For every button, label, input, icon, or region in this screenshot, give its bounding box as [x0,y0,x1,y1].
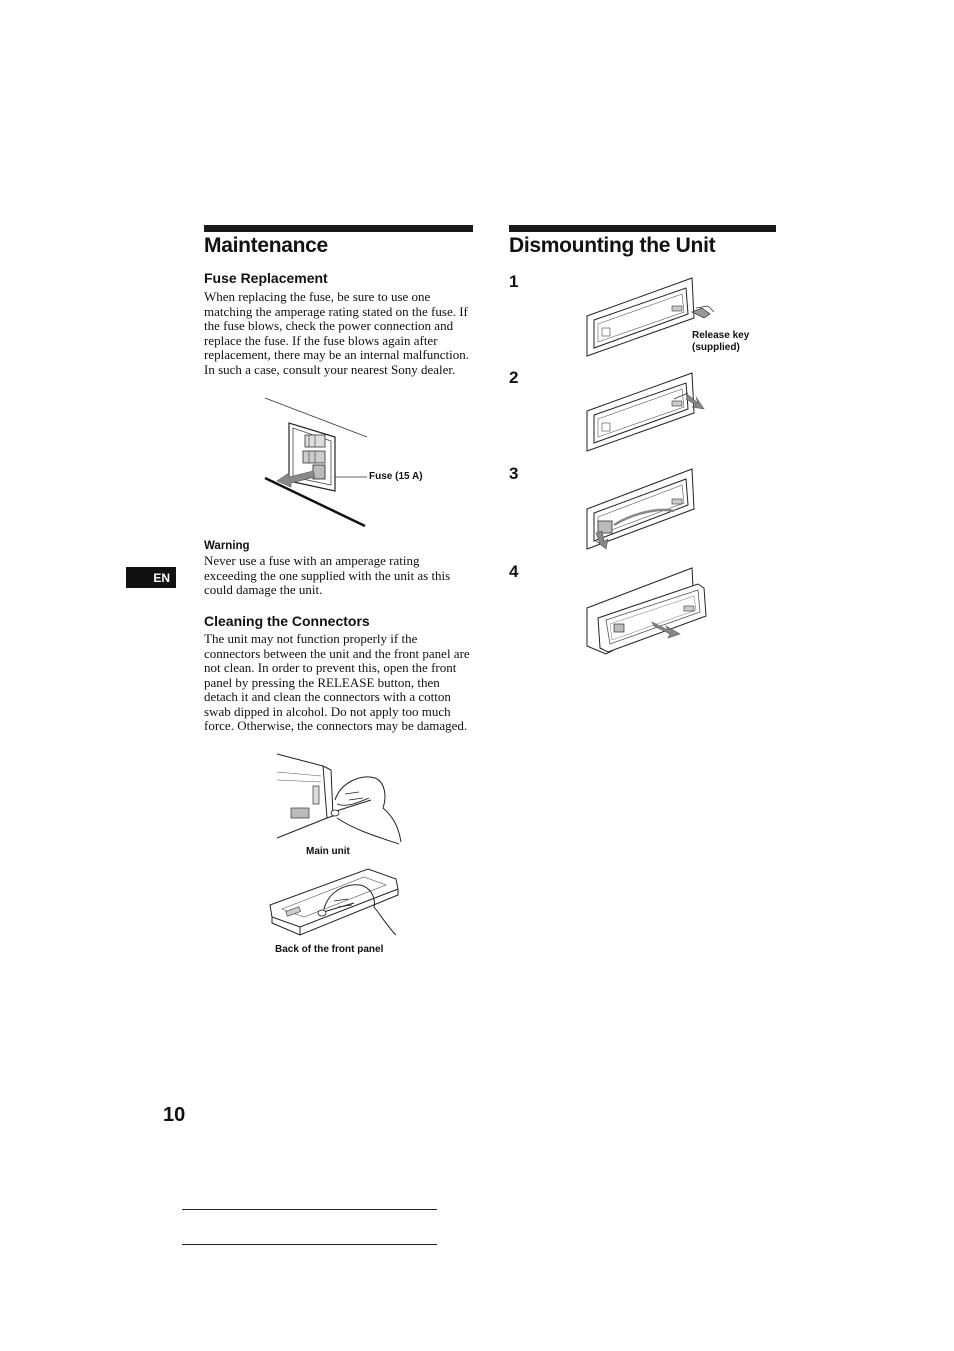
dismount-step-3-diagram [586,469,716,554]
page-number: 10 [163,1104,186,1126]
footer-line-1 [182,1209,437,1210]
step-number-2: 2 [509,368,519,387]
dismount-step-2-diagram [586,373,716,453]
label-release-key-line2: (supplied) [692,342,740,353]
footer-line-2 [182,1244,437,1245]
cleaning-front-panel-diagram [268,865,403,940]
label-release-key [692,330,749,354]
warning-text: Never use a fuse with an amperage rating exceeding the one supplied with the unit as this could damage the unit. [204,553,451,597]
step-number-3: 3 [509,464,519,483]
step-number-4: 4 [509,562,519,581]
paragraph-cleaning-connectors: The unit may not function properly if the connectors between the unit and the front panel are not clean. In order to prevent this, open the front panel by pressing the RELEASE button, then detach it and clean the connectors with a cotton swab dipped in alcohol. Do not apply too much force. Otherwise, the connectors may be damaged. [204,631,470,733]
section-rule-maintenance [204,225,473,232]
fuse-diagram [255,395,415,535]
section-rule-dismounting [509,225,776,232]
warning-title: Warning [204,540,250,552]
section-title-maintenance: Maintenance [204,234,328,257]
label-back-panel: Back of the front panel [275,944,384,955]
dismount-step-4-diagram [586,568,716,656]
heading-fuse-replacement: Fuse Replacement [204,270,328,286]
section-title-dismounting: Dismounting the Unit [509,234,716,257]
language-tab: EN [126,567,176,588]
paragraph-fuse-replacement: When replacing the fuse, be sure to use one matching the amperage rating stated on the fuse. If the fuse blows, check the power connection and replace the fuse. If the fuse blows again after replacement, there may be an internal malfunction. In such a case, consult your nearest Sony dealer. [204,289,469,377]
label-fuse: Fuse (15 A) [369,471,423,482]
cleaning-main-unit-diagram [275,752,405,847]
heading-cleaning-connectors: Cleaning the Connectors [204,613,370,629]
label-release-key-line1: Release key [692,330,750,341]
step-number-1: 1 [509,272,519,291]
label-main-unit: Main unit [306,846,350,857]
